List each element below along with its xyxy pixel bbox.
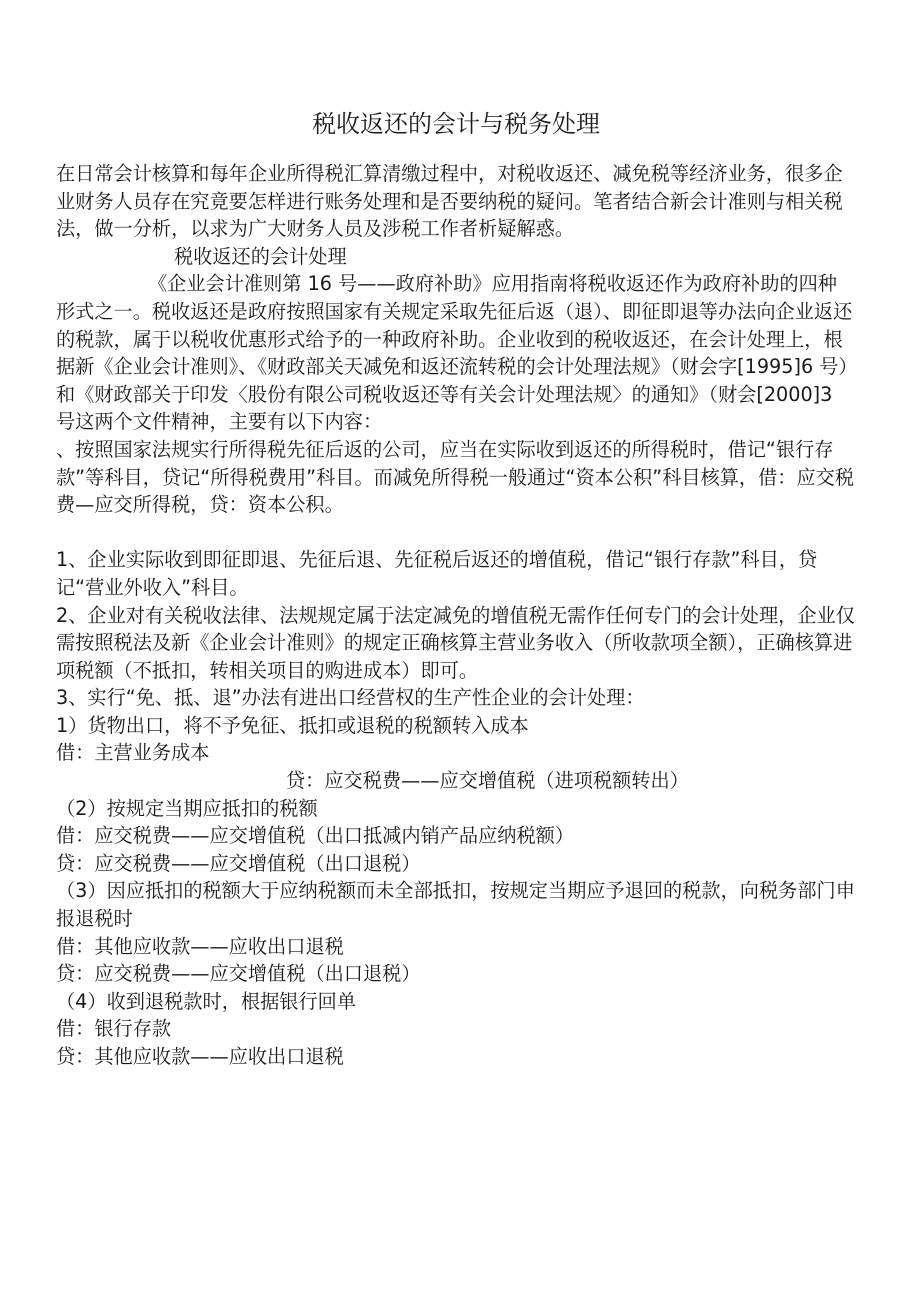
step-2: （2）按规定当期应抵扣的税额 (56, 796, 318, 820)
income-tax-paragraph: 、按照国家法规实行所得税先征后返的公司，应当在实际收到返还的所得税时，借记“银行存款”等科目，贷记“所得税费用”科目。而减免所得税一般通过“资本公积”科目核算，借：应交税费—应交所得税，贷：资本公积。 (56, 437, 855, 517)
step-3-credit: 贷：应交税费——应交增值税（出口退税） (56, 962, 421, 986)
list-item-2: 2、企业对有关税收法律、法规规定属于法定减免的增值税无需作任何专门的会计处理，企业仅需按照税法及新《企业会计准则》的规定正确核算主营业务收入（所收款项全额），正确核算进项税额（不抵扣，转相关项目的购进成本）即可。 (56, 603, 855, 682)
step-4-credit: 贷：其他应收款——应收出口退税 (56, 1045, 344, 1068)
step-2-credit: 贷：应交税费——应交增值税（出口退税） (56, 851, 421, 875)
list-item-3: 3、实行“免、抵、退”办法有进出口经营权的生产性企业的会计处理： (56, 686, 645, 710)
step-3: （3）因应抵扣的税额大于应纳税额而未全部抵扣，按规定当期应予退回的税款，向税务部门申报退税时 (56, 879, 855, 931)
step-2-debit: 借：应交税费——应交增值税（出口抵减内销产品应纳税额） (56, 824, 575, 848)
step-4: （4）收到退税款时，根据银行回单 (56, 989, 357, 1013)
intro-paragraph: 在日常会计核算和每年企业所得税汇算清缴过程中，对税收返还、减免税等经济业务，很多企业财务人员存在究竟要怎样进行账务处理和是否要纳税的疑问。笔者结合新会计准则与相关税法，做一分析，以求为广大财务人员及涉税工作者析疑解惑。 (56, 162, 843, 241)
step-1-credit: 贷：应交税费——应交增值税（进项税额转出） (286, 769, 689, 793)
section-heading: 税收返还的会计处理 (174, 244, 347, 268)
paragraph-gap (56, 519, 856, 547)
policy-paragraph: 《企业会计准则第 16 号——政府补助》应用指南将税收返还作为政府补助的四种形式之一。税收返还是政府按照国家有关规定采取先征后返（退）、即征即退等办法向企业返还的税款，属于以税收优惠形式给予的一种政府补助。企业收到的税收返还，在会计处理上，根据新《企业会计准则》、《财政部关天减免和返还流转税的会计处理法规》（财会字[1995]6 号）和《财政部关于印发〈股份有限公司税收返还等有关会计处理法规〉的通知》（财会[2000]3 号这两个文件精神，主要有以下内容： (56, 272, 853, 434)
step-1-debit: 借：主营业务成本 (56, 741, 210, 765)
step-1: 1）货物出口，将不予免征、抵扣或退税的税额转入成本 (56, 713, 529, 737)
list-item-1: 1、企业实际收到即征即退、先征后退、先征税后返还的增值税，借记“银行存款”科目，贷记“营业外收入”科目。 (56, 548, 818, 599)
step-3-debit: 借：其他应收款——应收出口退税 (56, 934, 344, 958)
step-4-debit: 借：银行存款 (56, 1017, 172, 1041)
document-body (56, 160, 856, 1071)
document-title: 税收返还的会计与税务处理 (312, 110, 600, 138)
